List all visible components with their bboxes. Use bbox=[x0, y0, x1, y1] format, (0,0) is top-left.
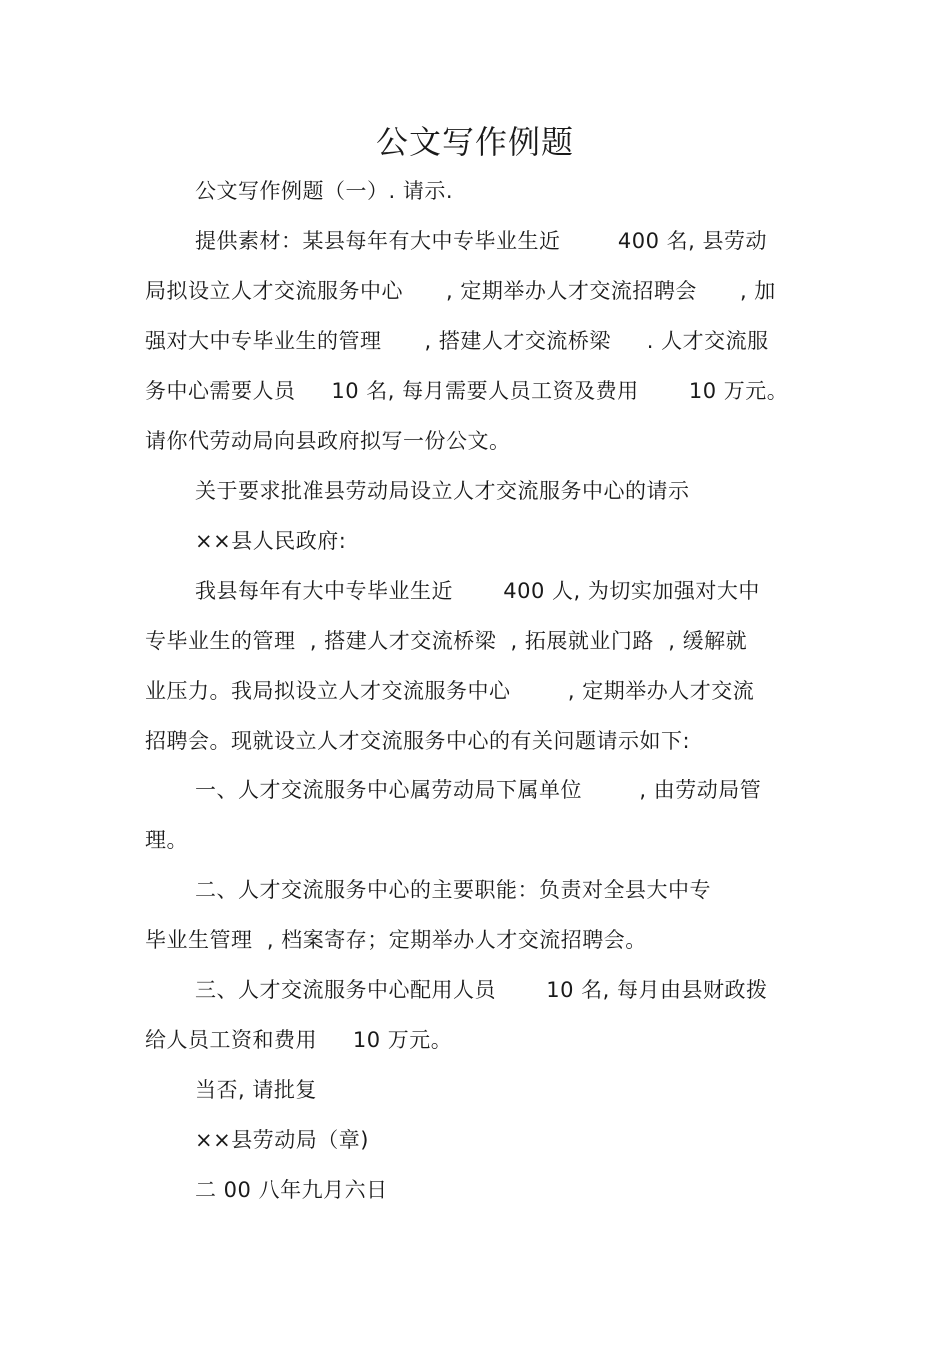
paragraph-line: 当否, 请批复 bbox=[195, 1078, 317, 1102]
paragraph-line: 请你代劳动局向县政府拟写一份公文。 bbox=[145, 429, 511, 453]
paragraph-line: 务中心需要人员 10 名, 每月需要人员工资及费用 10 万元。 bbox=[145, 379, 789, 403]
paragraph-line: 局拟设立人才交流服务中心 , 定期举办人才交流招聘会 , 加 bbox=[145, 279, 776, 303]
paragraph-line: 二、人才交流服务中心的主要职能：负责对全县大中专 bbox=[195, 878, 711, 902]
paragraph-line: 公文写作例题（一）. 请示. bbox=[195, 179, 454, 203]
paragraph-line: 三、人才交流服务中心配用人员 10 名, 每月由县财政拨 bbox=[195, 978, 768, 1002]
document-title: 公文写作例题 bbox=[375, 123, 574, 161]
paragraph-line: 业压力。我局拟设立人才交流服务中心 , 定期举办人才交流 bbox=[145, 679, 755, 703]
paragraph-line: 强对大中专毕业生的管理 , 搭建人才交流桥梁 . 人才交流服 bbox=[145, 329, 769, 353]
paragraph-line: 理。 bbox=[145, 828, 188, 852]
paragraph-line: 我县每年有大中专毕业生近 400 人, 为切实加强对大中 bbox=[195, 579, 760, 603]
paragraph-line: 给人员工资和费用 10 万元。 bbox=[145, 1028, 453, 1052]
paragraph-line: 毕业生管理 , 档案寄存；定期举办人才交流招聘会。 bbox=[145, 928, 647, 952]
paragraph-line: ××县劳动局（章) bbox=[195, 1128, 369, 1152]
paragraph-line: 招聘会。现就设立人才交流服务中心的有关问题请示如下: bbox=[145, 729, 691, 753]
paragraph-line: 一、人才交流服务中心属劳动局下属单位 , 由劳动局管 bbox=[195, 778, 762, 802]
paragraph-line: 专毕业生的管理 , 搭建人才交流桥梁 , 拓展就业门路 , 缓解就 bbox=[145, 629, 748, 653]
paragraph-line: 关于要求批准县劳动局设立人才交流服务中心的请示 bbox=[195, 479, 690, 503]
paragraph-line: 提供素材：某县每年有大中专毕业生近 400 名, 县劳动 bbox=[195, 229, 768, 253]
paragraph-line: 二 00 八年九月六日 bbox=[195, 1178, 388, 1202]
paragraph-line: ××县人民政府: bbox=[195, 529, 347, 553]
